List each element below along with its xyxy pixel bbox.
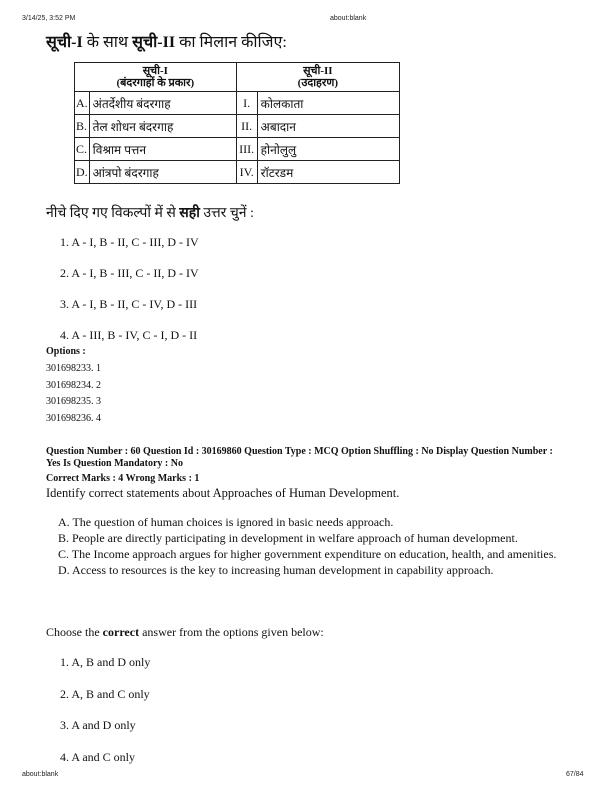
statement: A. The question of human choices is ignored in basic needs approach. [58,515,394,529]
port-example: होनोलुलु [257,138,399,161]
choice-2: 2. A - I, B - III, C - II, D - IV [60,266,199,280]
question-title [46,30,287,52]
port-example: रॉटरडम [257,161,399,184]
col2-header: सूची-II (उदाहरण) [236,63,399,92]
choice-3: 3. A - I, B - II, C - IV, D - III [60,297,198,311]
port-type: आंत्रपो बंदरगाह [89,161,236,184]
table-row [75,161,400,184]
question-marks: Correct Marks : 4 Wrong Marks : 1 [46,473,200,484]
statement: C. The Income approach argues for higher government expenditure on education, health, and amenities. [58,547,557,561]
statement: B. People are directly participating in development in welfare approach of human development. [58,531,518,545]
port-example: अबादान [257,115,399,138]
port-type: अंतर्देशीय बंदरगाह [89,92,236,115]
title-part: का मिलान कीजिए: [175,34,287,51]
port-type: विश्राम पत्तन [89,138,236,161]
statement: D. Access to resources is the key to increasing human development in capability approach. [58,563,494,577]
question-meta: Question Number : 60 Question Id : 30169860 Question Type : MCQ Option Shuffling : No Display Question Number : Yes Is Question Mandatory : No [46,446,553,469]
footer-url: about:blank [22,771,59,778]
row-letter: B. [75,115,90,138]
port-example: कोलकाता [257,92,399,115]
title-part: के साथ [82,34,133,51]
row-numeral: IV. [236,161,257,184]
row-numeral: I. [236,92,257,115]
options-label: Options : [46,346,86,357]
row-letter: A. [75,92,90,115]
option-id: 301698235. 3 [46,396,101,407]
print-datetime: 3/14/25, 3:52 PM [22,15,76,22]
choice-4: 4. A and C only [60,750,136,764]
choice-4: 4. A - III, B - IV, C - I, D - II [60,328,198,342]
option-id: 301698236. 4 [46,413,101,424]
title-part: सूची-II [132,34,176,51]
port-type: तेल शोधन बंदरगाह [89,115,236,138]
statements [58,515,578,579]
choice-1: 1. A - I, B - II, C - III, D - IV [60,235,199,249]
option-id: 301698234. 2 [46,380,101,391]
choice-1: 1. A, B and D only [60,655,151,669]
row-numeral: III. [236,138,257,161]
title-part: सूची-I [46,34,83,51]
table-row [75,92,400,115]
print-url: about:blank [330,15,367,22]
question-text: Identify correct statements about Approaches of Human Development. [46,486,400,500]
choice-3: 3. A and D only [60,718,136,732]
instruction: Choose the correct answer from the options given below: [46,625,324,639]
match-table [74,62,400,184]
row-letter: C. [75,138,90,161]
table-row [75,115,400,138]
col1-header: सूची-I (बंदरगाहों के प्रकार) [75,63,237,92]
table-row [75,138,400,161]
choice-2: 2. A, B and C only [60,687,150,701]
row-letter: D. [75,161,90,184]
instruction: नीचे दिए गए विकल्पों में से सही उत्तर चुनें : [46,206,254,221]
option-id: 301698233. 1 [46,363,101,374]
page-number: 67/84 [566,771,584,778]
row-numeral: II. [236,115,257,138]
